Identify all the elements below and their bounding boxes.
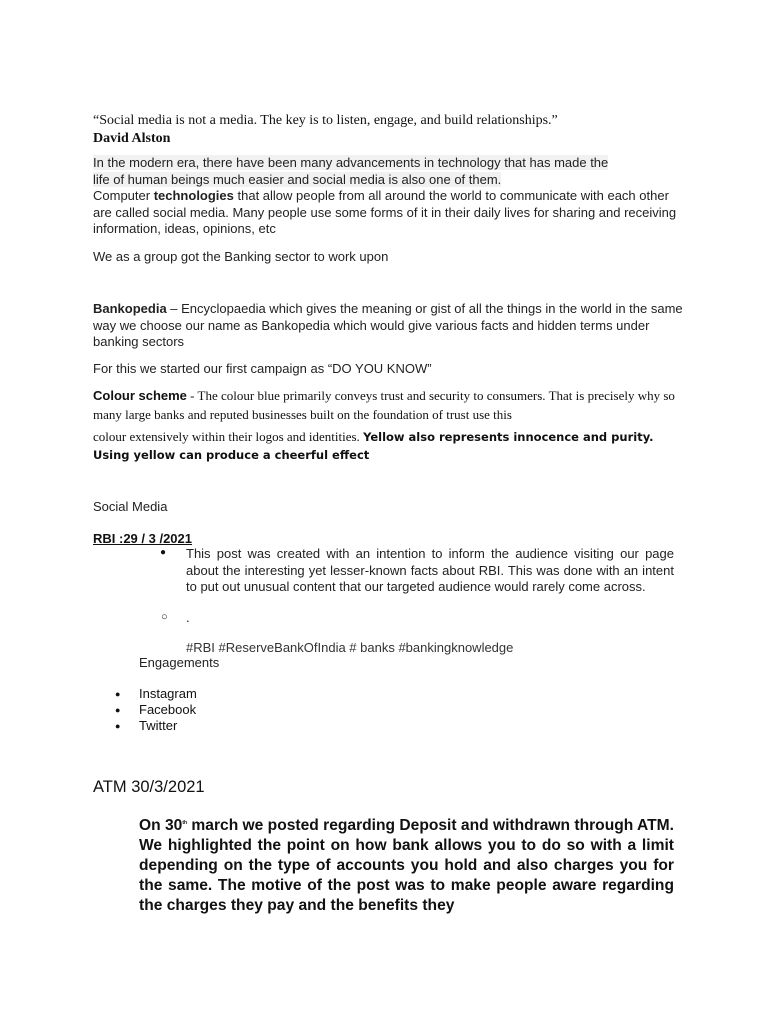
bankopedia-text: – Encyclopaedia which gives the meaning or gist of all the things in the world in the same way we choose our name as Bankopedia which would give various facts and hidden terms under banking sectors — [93, 301, 683, 349]
platform-instagram: Instagram — [139, 686, 197, 701]
technologies-term: technologies — [153, 188, 238, 203]
campaign-line: For this we started our first campaign as “DO YOU KNOW” — [93, 361, 432, 376]
atm-heading: ATM 30/3/2021 — [93, 778, 205, 796]
rbi-paragraph: This post was created with an intention to inform the audience visiting our page about the interesting yet lesser-known facts about RBI. This was done with an intent to put out unusual content that our targeted audience would rarely come across. — [186, 546, 674, 594]
intro-line-1: In the modern era, there have been many advancements in technology that has made the — [93, 155, 609, 170]
group-line: We as a group got the Banking sector to work upon — [93, 249, 389, 264]
colour-scheme-continued — [93, 428, 693, 464]
colour-identity-text: colour extensively within their logos and identities. — [93, 429, 364, 444]
quote-author: David Alston — [93, 131, 171, 146]
atm-p-sup: th — [182, 820, 188, 826]
atm-p-rest: march we posted regarding Deposit and withdrawn through ATM. We highlighted the point on how bank allows you to do so with a limit depending on the type of accounts you hold and also charges you for the same. The motive of the post was to make people aware regarding the charges they pay and the benefits they — [139, 817, 674, 915]
colour-scheme-label: Colour scheme — [93, 388, 187, 403]
yellow-cheerful-text: Using yellow can produce a cheerful effect — [93, 448, 370, 462]
rbi-sub-item: . — [186, 610, 190, 625]
bankopedia-paragraph — [93, 301, 683, 351]
intro-p2-pre: Computer — [93, 188, 154, 203]
rbi-heading: RBI :29 / 3 /2021 — [93, 531, 192, 546]
intro-line-2: life of human beings much easier and social media is also one of them. — [93, 171, 502, 187]
intro-p2-rest: that allow people from all around the world to communicate with each other are called social media. Many people use some forms of it in their daily lives for sharing and receiving information, ideas, opinions, etc — [93, 188, 677, 236]
bullet-icon: ● — [160, 547, 167, 558]
bullet-icon: ● — [115, 689, 121, 699]
opening-quote: “Social media is not a media. The key is to listen, engage, and build relationships.” — [93, 113, 558, 128]
bullet-icon: ● — [115, 721, 121, 731]
engagements-label: Engagements — [139, 655, 220, 670]
yellow-innocence-text: Yellow also represents innocence and purity. — [363, 430, 654, 444]
atm-p-pre: On 30 — [139, 817, 183, 835]
platform-facebook: Facebook — [139, 702, 197, 717]
platform-twitter: Twitter — [139, 718, 178, 733]
atm-paragraph — [139, 813, 674, 916]
colour-scheme-paragraph — [93, 386, 693, 424]
social-media-heading: Social Media — [93, 499, 168, 514]
bankopedia-label: Bankopedia — [93, 301, 167, 316]
bullet-icon: ● — [115, 705, 121, 715]
rbi-hashtags: #RBI #ReserveBankOfIndia # banks #bankingknowledge — [186, 640, 514, 655]
colour-blue-text: The colour blue primarily conveys trust and security to consumers. That is precisely why so many large banks and reputed businesses built on the foundation of trust use this — [93, 388, 675, 422]
colour-sep: - — [186, 388, 198, 403]
intro-paragraph — [93, 155, 683, 238]
hollow-bullet-icon: ○ — [161, 611, 168, 623]
